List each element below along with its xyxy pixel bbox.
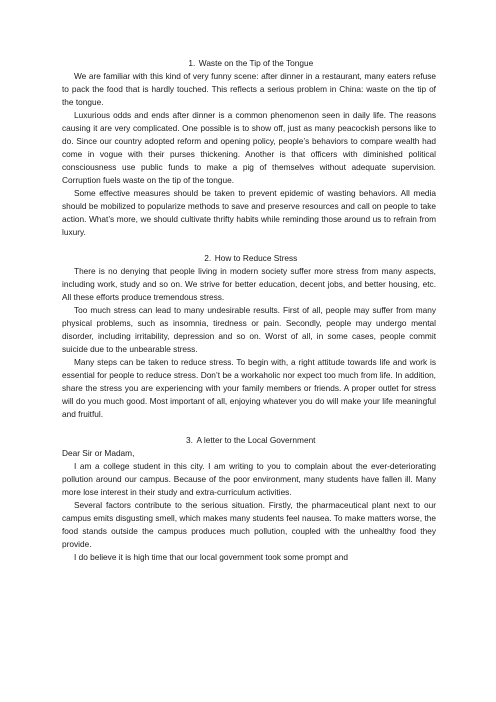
paragraph: Luxurious odds and ends after dinner is a common phenomenon seen in daily life. The reasons causing it are very complicated. One possible is to show off, just as many peacockish persons like to do. Since our country adopted reform and opening policy, people’s behaviors to compare wealth had come in vogue with their purses thickening. Another is that officers with diminished political consciousness use public funds to make a pig of themselves without adequate supervision. Corruption fuels waste on the tip of the tongue. — [62, 110, 436, 185]
section-title — [62, 57, 436, 70]
document-page — [62, 57, 436, 564]
section-stress — [62, 252, 436, 421]
section-title-text: How to Reduce Stress — [214, 253, 298, 263]
section-number: 1. — [188, 58, 196, 68]
section-title-text: Waste on the Tip of the Tongue — [198, 58, 314, 68]
paragraph: We are familiar with this kind of very funny scene: after dinner in a restaurant, many eaters refuse to pack the food that is hardly touched. This reflects a serious problem in China: waste on the tip of the tongue. — [62, 71, 436, 107]
section-waste — [62, 57, 436, 239]
paragraph: I am a college student in this city. I am writing to you to complain about the ever-deteriorating pollution around our campus. Because of the poor environment, many students have fallen ill. Many more lose interest in their study and extra-curriculum activities. — [62, 461, 436, 497]
paragraph: Several factors contribute to the serious situation. Firstly, the pharmaceutical plant next to our campus emits disgusting smell, which makes many students feel nausea. To make matters worse, the food stands outside the campus produces much pollution, coupled with the unhealthy food they provide. — [62, 500, 436, 549]
paragraph: Many steps can be taken to reduce stress. To begin with, a right attitude towards life and work is essential for people to reduce stress. Don’t be a workaholic nor expect too much from life. In addition, share the stress you are experiencing with your family members or friends. A proper outlet for stress will do you much good. Most important of all, enjoying whatever you do will make your life meaningful and fruitful. — [62, 357, 436, 419]
section-number: 2. — [204, 253, 212, 263]
section-spacer — [62, 421, 436, 434]
section-spacer — [62, 239, 436, 252]
paragraph: Too much stress can lead to many undesirable results. First of all, people may suffer from many physical problems, such as insomnia, tiredness or pain. Secondly, people may undergo mental disorder, including irritability, depression and so on. Worst of all, in some cases, people commit suicide due to the unbearable stress. — [62, 305, 436, 354]
section-title — [62, 252, 436, 265]
section-title-text: A letter to the Local Government — [196, 435, 316, 445]
section-letter — [62, 434, 436, 564]
section-number: 3. — [186, 435, 193, 445]
paragraph: I do believe it is high time that our local government took some prompt and — [74, 552, 348, 562]
section-title — [62, 434, 436, 447]
letter-salutation: Dear Sir or Madam, — [62, 448, 135, 458]
paragraph: There is no denying that people living in modern society suffer more stress from many aspects, including work, study and so on. We strive for better education, decent jobs, and better housing, etc. All these efforts produce tremendous stress. — [62, 266, 436, 302]
paragraph: Some effective measures should be taken to prevent epidemic of wasting behaviors. All media should be mobilized to popularize methods to save and preserve resources and call on people to take action. What’s more, we should cultivate thrifty habits while reminding those around us to refrain from luxury. — [62, 188, 436, 237]
